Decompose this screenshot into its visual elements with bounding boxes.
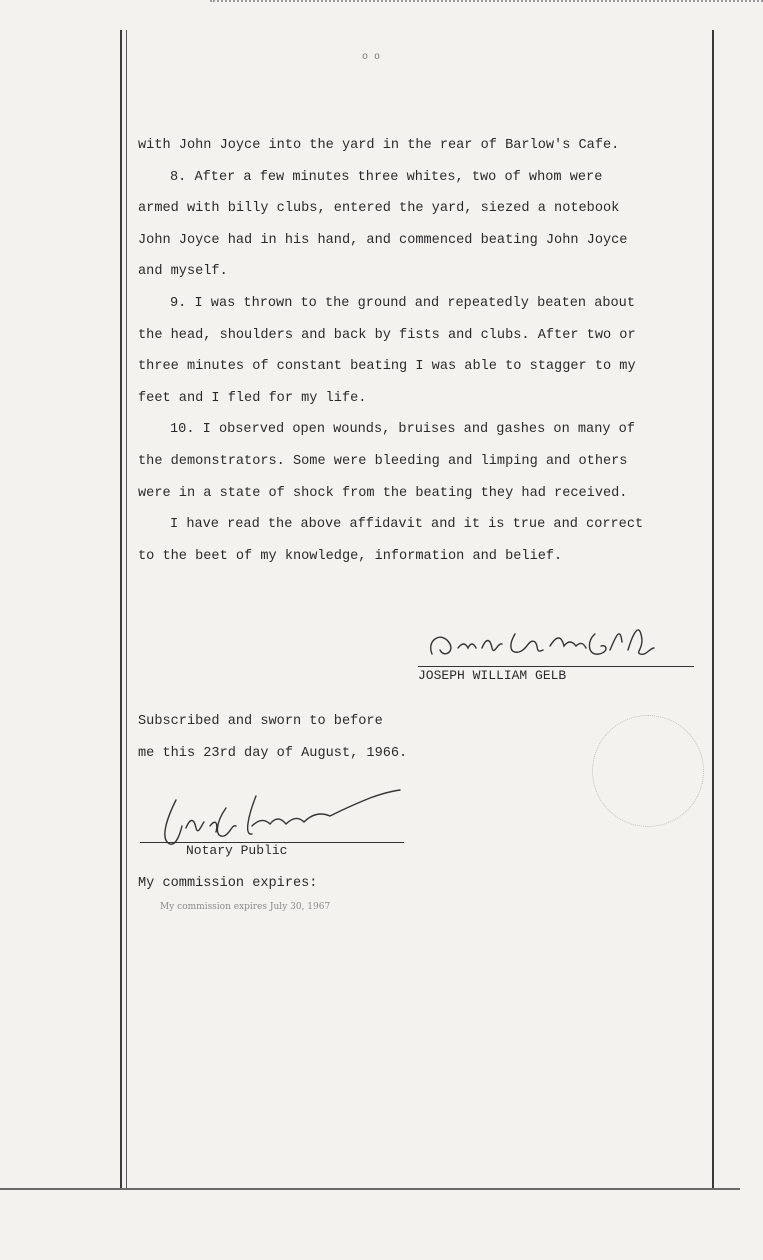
left-margin-rule-inner <box>126 30 127 1190</box>
affidavit-line: feet and I fled for my life. <box>138 390 367 406</box>
notary-seal <box>592 715 704 827</box>
affidavit-line: 8. After a few minutes three whites, two of whom were <box>170 169 603 185</box>
bottom-edge-rule <box>0 1188 740 1190</box>
jurat-line-2: me this 23rd day of August, 1966. <box>138 746 408 761</box>
left-margin-rule <box>120 30 122 1190</box>
jurat-line-1: Subscribed and sworn to before <box>138 714 383 729</box>
affidavit-line: 10. I observed open wounds, bruises and gashes on many of <box>170 422 635 438</box>
right-margin-rule <box>712 30 714 1190</box>
header-marks: o o <box>362 52 381 63</box>
affidavit-line: 9. I was thrown to the ground and repeatedly beaten about <box>170 295 635 311</box>
notary-title: Notary Public <box>186 843 288 858</box>
affiant-typed-name: JOSEPH WILLIAM GELB <box>418 668 567 683</box>
affidavit-line: John Joyce had in his hand, and commenced beating John Joyce <box>138 232 628 248</box>
affiant-signature-line <box>418 666 694 667</box>
affidavit-body <box>138 130 698 572</box>
affiant-signature <box>420 620 700 670</box>
affidavit-line: three minutes of constant beating I was able to stagger to my <box>138 359 636 375</box>
affidavit-line: with John Joyce into the yard in the rear of Barlow's Cafe. <box>138 138 620 153</box>
affidavit-line: to the beet of my knowledge, information and belief. <box>138 548 563 564</box>
affidavit-line: the head, shoulders and back by fists and clubs. After two or <box>138 327 636 343</box>
commission-label: My commission expires: <box>138 876 318 891</box>
commission-stamp: My commission expires July 30, 1967 <box>160 902 331 912</box>
affidavit-line: armed with billy clubs, entered the yard, siezed a notebook <box>138 201 620 217</box>
affidavit-line: I have read the above affidavit and it is true and correct <box>170 517 644 533</box>
affidavit-line: were in a state of shock from the beating they had received. <box>138 485 628 501</box>
affidavit-line: and myself. <box>138 264 228 280</box>
top-edge-dots <box>210 0 763 5</box>
affidavit-line: the demonstrators. Some were bleeding and limping and others <box>138 453 628 469</box>
